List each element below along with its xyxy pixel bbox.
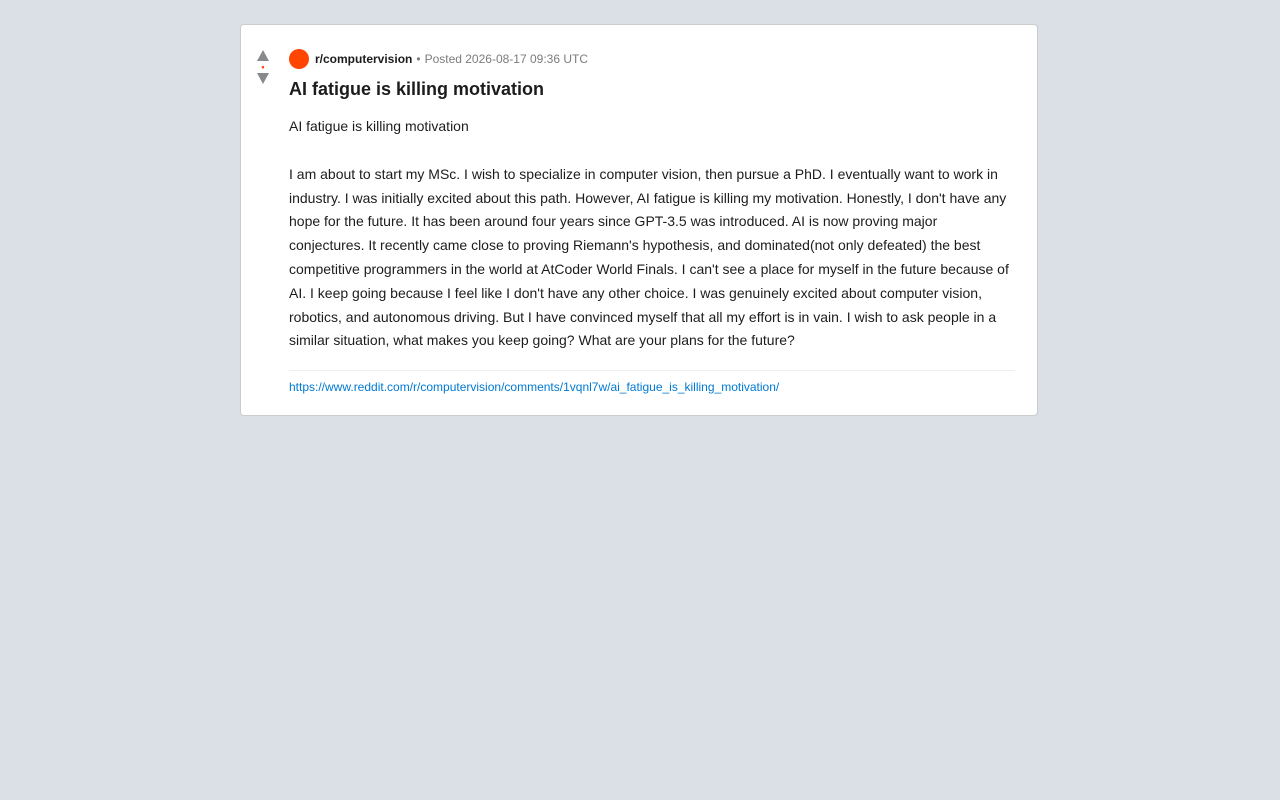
downvote-arrow-icon[interactable] — [253, 69, 273, 87]
post-content — [289, 49, 1015, 396]
post-body-paragraph: AI fatigue is killing motivation — [289, 118, 469, 134]
divider — [289, 370, 1015, 371]
meta-separator: • — [416, 52, 421, 66]
post-permalink[interactable]: https://www.reddit.com/r/computervision/comments/1vqnl7w/ai_fatigue_is_killing_motivation/ — [289, 380, 780, 395]
posted-timestamp: Posted 2026-08-17 09:36 UTC — [424, 52, 588, 66]
subreddit-name[interactable]: r/computervision — [315, 52, 413, 66]
post-title[interactable]: AI fatigue is killing motivation — [289, 79, 545, 99]
vote-column — [241, 47, 285, 87]
post-body — [289, 115, 1015, 353]
post-card — [240, 24, 1038, 416]
subreddit-avatar[interactable] — [289, 49, 309, 69]
post-body-paragraph: I am about to start my MSc. I wish to specialize in computer vision, then pursue a PhD. I eventually want to work in industry. I was initially excited about this path. However, AI fatigue is killing my motivation. Honestly, I don't have any hope for the future. It has been around four years since GPT-3.5 was introduced. AI is now proving major conjectures. It recently came close to proving Riemann's hypothesis, and dominated(not only defeated) the best competitive programmers in the world at AtCoder World Finals. I can't see a place for myself in the future because of AI. I keep going because I feel like I don't have any other choice. I was genuinely excited about computer vision, robotics, and autonomous driving. But I have convinced myself that all my effort is in vain. I wish to ask people in a similar situation, what makes you keep going? What are your plans for the future? — [289, 165, 1009, 349]
post-meta — [289, 49, 1015, 69]
vote-score: • — [261, 61, 265, 72]
